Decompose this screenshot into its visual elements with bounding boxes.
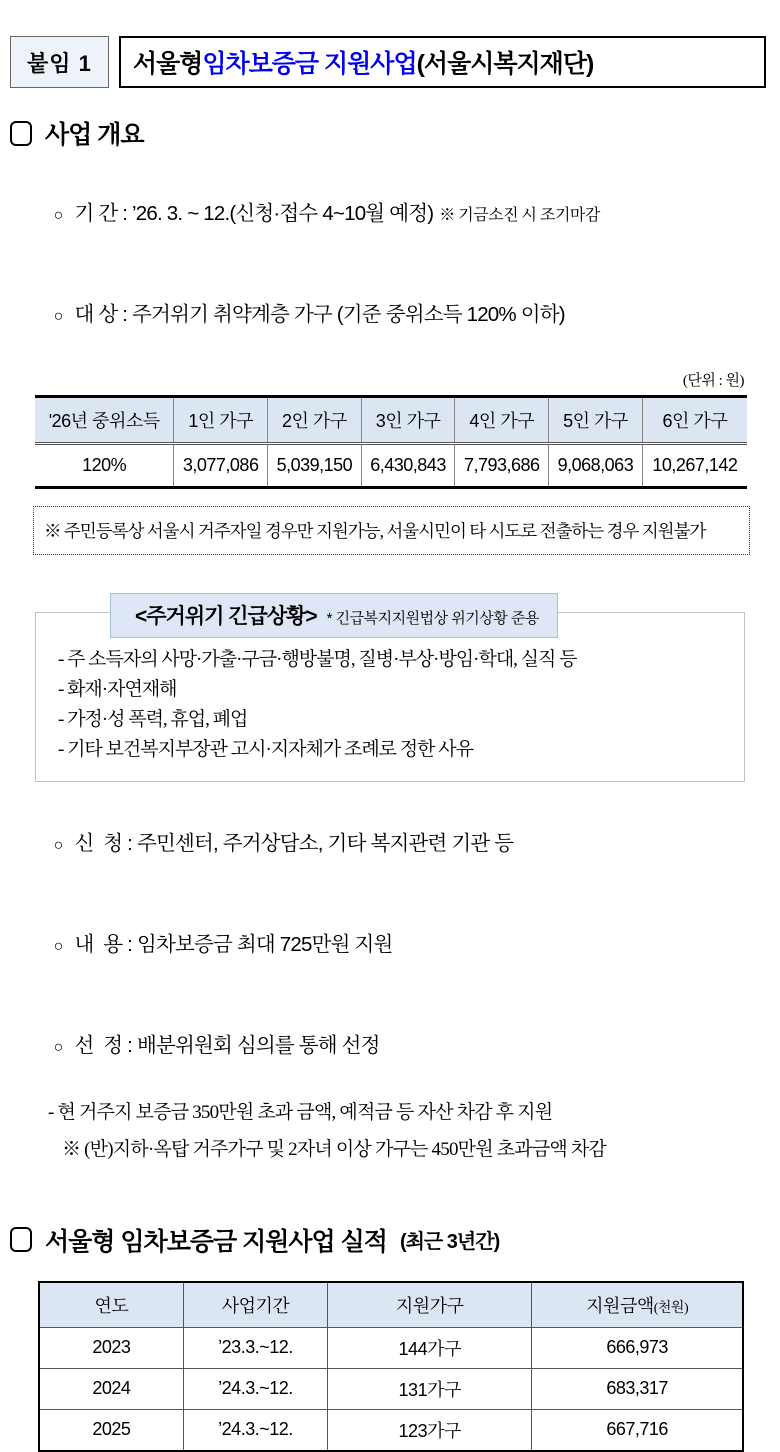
emergency-box-wrap xyxy=(35,604,745,782)
circle-bullet-icon: ○ xyxy=(53,206,63,224)
table-cell: 123가구 xyxy=(328,1409,532,1451)
attachment-badge: 붙임 1 xyxy=(10,36,109,88)
table-cell: 131가구 xyxy=(328,1368,532,1409)
emergency-box-label xyxy=(110,593,558,638)
title-prefix: 서울형 xyxy=(132,50,203,78)
section-results-title-suffix: (최근 3년간) xyxy=(399,1231,500,1254)
table-row xyxy=(39,1368,743,1409)
table-cell: ’23.3.~12. xyxy=(183,1327,327,1368)
bullet-content-text: 내 용 : 임차보증금 최대 725만원 지원 xyxy=(74,933,393,957)
table-header-cell: 4인 가구 xyxy=(455,396,549,443)
emergency-list-item: - 화재·자연재해 xyxy=(58,678,177,700)
bullet-content xyxy=(34,907,744,984)
table-cell: 2025 xyxy=(39,1409,183,1451)
table-cell: 667,716 xyxy=(532,1409,743,1451)
table-header-cell: 지원가구 xyxy=(328,1282,532,1328)
emergency-list-item: - 기타 보건복지부장관 고시·지자체가 조례로 정한 사유 xyxy=(58,738,473,760)
document-header xyxy=(10,36,766,88)
circle-bullet-icon: ○ xyxy=(53,938,63,956)
bullet-target-text: 대 상 : 주거위기 취약계층 가구 (기준 중위소득 120% 이하) xyxy=(74,302,565,326)
table-header-cell: 사업기간 xyxy=(183,1282,327,1328)
table-cell: 683,317 xyxy=(532,1368,743,1409)
deduction-note: - 현 거주지 보증금 350만원 초과 금액, 예적금 등 자산 차감 후 지원 xyxy=(48,1102,553,1124)
table-cell: 9,068,063 xyxy=(549,443,643,487)
section-results-heading xyxy=(10,1222,780,1258)
bullet-selection-text: 선 정 : 배분위원회 심의를 통해 선정 xyxy=(74,1034,380,1058)
table-header-cell: 연도 xyxy=(39,1282,183,1328)
bullet-target xyxy=(34,276,744,353)
table-cell: 5,039,150 xyxy=(268,443,362,487)
bullet-period-note: ※ 기금소진 시 조기마감 xyxy=(439,206,600,224)
bullet-selection xyxy=(34,1008,744,1085)
results-table xyxy=(38,1281,744,1452)
table-unit-note: (단위 : 원) xyxy=(682,372,744,389)
table-cell: 144가구 xyxy=(328,1327,532,1368)
table-header-cell: 3인 가구 xyxy=(361,396,455,443)
table-cell: ’24.3.~12. xyxy=(183,1409,327,1451)
document-title xyxy=(119,36,766,88)
bullet-apply xyxy=(34,806,744,883)
square-bullet-icon xyxy=(10,1227,32,1252)
deduction-exception-note: ※ (반)지하·옥탑 거주가구 및 2자녀 이상 가구는 450만원 초과금액 차감 xyxy=(62,1139,606,1161)
table-header-cell: 지원금액(천원) xyxy=(532,1282,743,1328)
emergency-list-item: - 가정·성 폭력, 휴업, 폐업 xyxy=(58,708,248,730)
circle-bullet-icon: ○ xyxy=(53,1039,63,1057)
table-cell: 2023 xyxy=(39,1327,183,1368)
table-cell: 6,430,843 xyxy=(361,443,455,487)
section-results-title: 서울형 임차보증금 지원사업 실적 xyxy=(45,1227,387,1256)
title-suffix: (서울시복지재단) xyxy=(416,50,594,78)
table-header-cell: 6인 가구 xyxy=(642,396,747,443)
table-cell: ’24.3.~12. xyxy=(183,1368,327,1409)
document-page xyxy=(0,36,780,1441)
table-header-cell: 1인 가구 xyxy=(174,396,268,443)
table-row xyxy=(35,443,747,487)
section-overview-title: 사업 개요 xyxy=(45,121,144,149)
emergency-box-title-note: * 긴급복지지원법상 위기상황 준용 xyxy=(326,609,539,627)
bullet-period-text: 기 간 : ’26. 3. ~ 12.(신청·접수 4~10월 예정) xyxy=(74,201,434,225)
table-header-row xyxy=(35,396,747,443)
table-cell: 2024 xyxy=(39,1368,183,1409)
bullet-apply-text: 신 청 : 주민센터, 주거상담소, 기타 복지관련 기관 등 xyxy=(74,832,514,856)
table-cell: 10,267,142 xyxy=(642,443,747,487)
table-cell: 120% xyxy=(82,454,127,475)
emergency-box-title: <주거위기 긴급상황> xyxy=(135,604,317,628)
circle-bullet-icon: ○ xyxy=(53,307,63,325)
table-header-row xyxy=(39,1282,743,1328)
section-overview-heading xyxy=(10,115,780,151)
table-row xyxy=(39,1409,743,1451)
table-header-cell: 2인 가구 xyxy=(268,396,362,443)
title-highlight: 임차보증금 지원사업 xyxy=(202,50,417,78)
emergency-list-item: - 주 소득자의 사망·가출·구금·행방불명, 질병·부상·방임·학대, 실직 등 xyxy=(58,648,577,670)
table-cell: 666,973 xyxy=(532,1327,743,1368)
table-row xyxy=(39,1327,743,1368)
table-cell: 3,077,086 xyxy=(174,443,268,487)
bullet-period xyxy=(34,175,744,252)
header-unit-suffix: (천원) xyxy=(653,1300,689,1316)
square-bullet-icon xyxy=(10,121,32,146)
table-cell: 7,793,686 xyxy=(455,443,549,487)
income-criteria-table xyxy=(35,395,747,489)
table-header-cell: '26년 중위소득 xyxy=(35,396,174,443)
residency-note-box: ※ 주민등록상 서울시 거주자일 경우만 지원가능, 서울시민이 타 시도로 전출하는 경우 지원불가 xyxy=(33,506,750,555)
circle-bullet-icon: ○ xyxy=(53,837,63,855)
table-header-cell: 5인 가구 xyxy=(549,396,643,443)
